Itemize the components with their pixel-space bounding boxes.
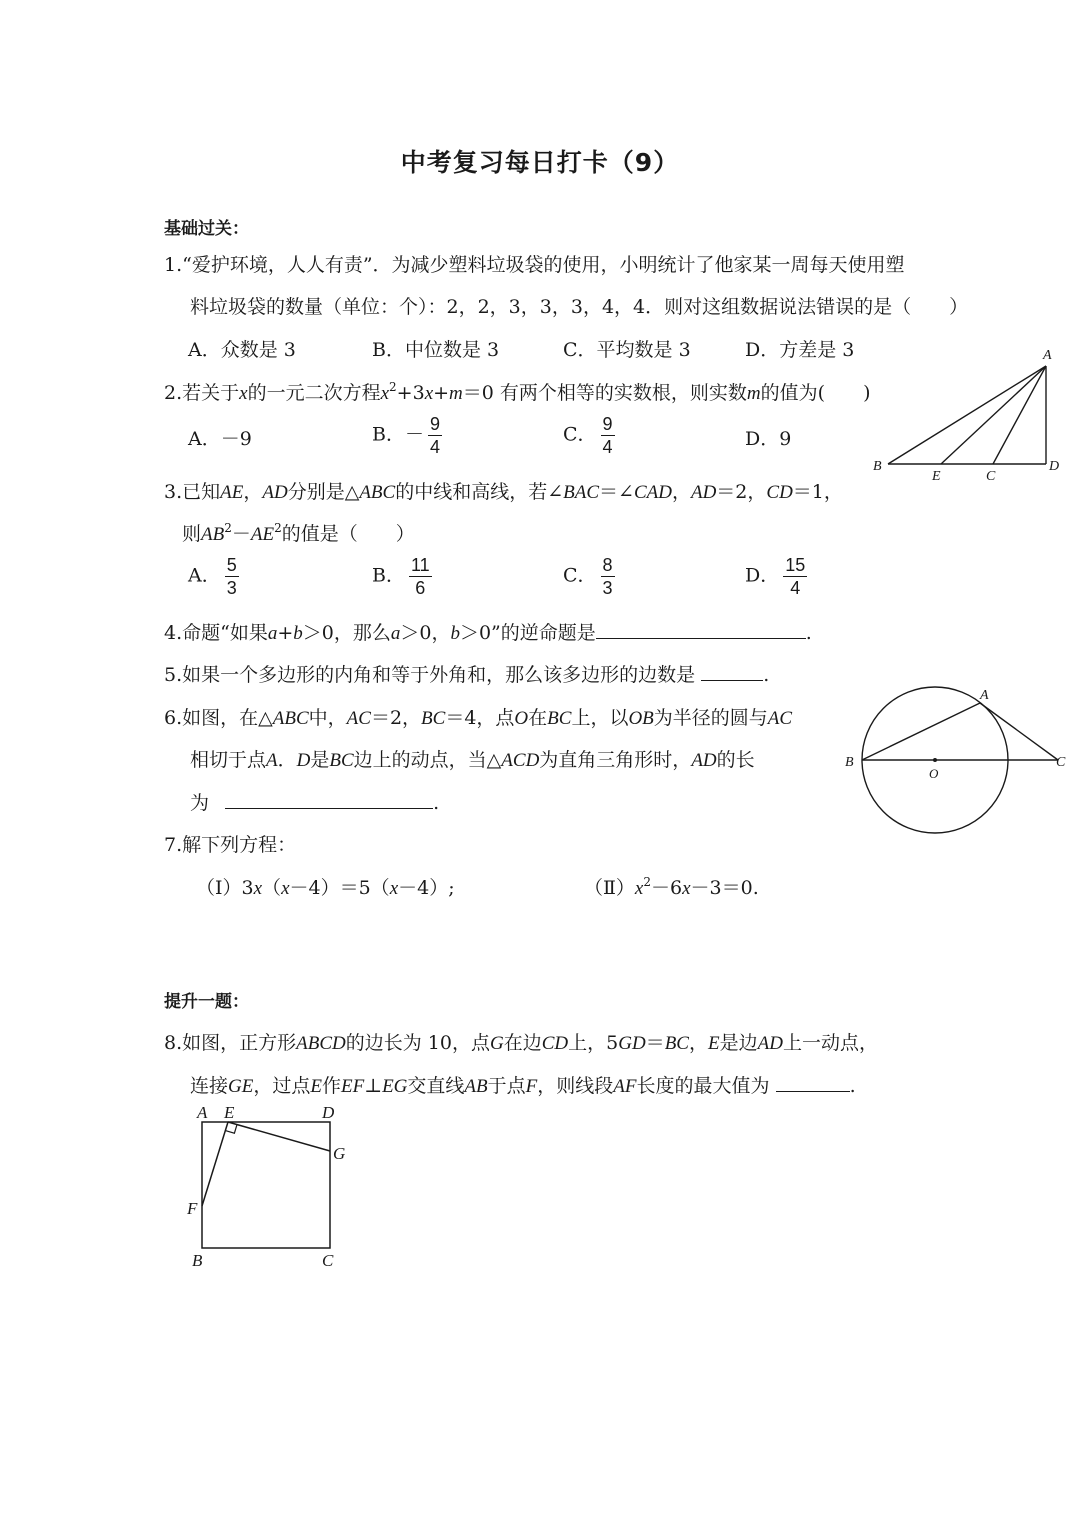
q6-line1: 6.如图，在△ABC中，AC＝2，BC＝4，点O在BC上，以OB为半径的圆与AC: [164, 707, 793, 729]
q7-title: 7.解下列方程：: [164, 834, 297, 856]
label-o: O: [929, 766, 939, 781]
q2-option-c: C． $\frac{9}{4}$: [563, 414, 613, 457]
q2-option-b: B．－ $\frac{9}{4}$: [372, 414, 440, 457]
q8-answer-blank[interactable]: [776, 1077, 850, 1092]
q2-option-a: A．－9: [188, 428, 252, 450]
label-c: C: [322, 1251, 334, 1270]
q5-answer-blank[interactable]: [701, 666, 763, 681]
label-e: E: [932, 469, 941, 484]
q3-option-d: D． $\frac{15}{4}$: [745, 555, 806, 598]
label-c: C: [986, 469, 996, 484]
q7-equation-1: （Ⅰ）3x（x－4）＝5（x－4）;: [196, 877, 455, 899]
figure-circle-tangent: [840, 685, 1070, 835]
label-c: C: [1056, 755, 1066, 770]
q1-line1: 1.“爱护环境，人人有责”．为减少塑料垃圾袋的使用，小明统计了他家某一周每天使用塑: [164, 254, 905, 276]
label-e: E: [224, 1103, 235, 1122]
q6-answer-blank[interactable]: [225, 794, 433, 809]
q4-answer-blank[interactable]: [596, 624, 806, 639]
q8-line2: 连接GE，过点E作EF⊥EG交直线AB于点F，则线段AF长度的最大值为 .: [190, 1075, 856, 1097]
q2-stem: 2.若关于x的一元二次方程$x^2+3x+m=0$ 有两个相等的实数根，则实数m的值为( ): [164, 380, 871, 404]
figure-square-abcd: [180, 1100, 360, 1275]
q1-option-d: D．方差是 3: [745, 339, 855, 361]
label-f: F: [187, 1199, 198, 1218]
q2-option-d: D．9: [745, 428, 792, 450]
label-g: G: [333, 1144, 346, 1163]
q3-option-b: B． $\frac{11}{6}$: [372, 555, 430, 598]
q3-line1: 3.已知AE，AD分别是△ABC的中线和高线，若∠BAC＝∠CAD，AD＝2，CD＝1，: [164, 481, 843, 503]
label-a: A: [197, 1103, 208, 1122]
section-basic-heading: 基础过关：: [164, 219, 249, 239]
q1-option-c: C．平均数是 3: [563, 339, 691, 361]
q6-line3: 为 .: [190, 792, 440, 814]
label-b: B: [192, 1251, 203, 1270]
section-advanced-heading: 提升一题：: [164, 992, 249, 1012]
q3-option-c: C． $\frac{8}{3}$: [563, 555, 613, 598]
fraction: $\frac{8}{3}$: [602, 555, 613, 598]
label-b: B: [873, 459, 882, 474]
fraction: $\frac{9}{4}$: [602, 414, 613, 457]
label-b: B: [845, 755, 854, 770]
label-a: A: [1043, 348, 1052, 363]
label-d: D: [1049, 459, 1060, 474]
label-d: D: [322, 1103, 335, 1122]
q3-line2: 则$AB^2-AE^2$的值是（ ）: [182, 521, 415, 545]
q3-option-a: A． $\frac{5}{3}$: [188, 555, 237, 598]
q7-equation-2: $(Ⅱ)x^2-6x-3=0$.: [584, 875, 759, 899]
q1-option-b: B．中位数是 3: [372, 339, 500, 361]
q1-line2: 料垃圾袋的数量（单位：个）：2，2，3，3，3，4，4．则对这组数据说法错误的是（ ）: [190, 296, 969, 318]
fraction: $\frac{5}{3}$: [226, 555, 237, 598]
q8-line1: 8.如图，正方形ABCD的边长为 10，点G在边CD上，5GD＝BC，E是边AD上一动点，: [164, 1032, 878, 1054]
fraction: $\frac{11}{6}$: [410, 555, 430, 598]
q6-line2: 相切于点A．D是BC边上的动点，当△ACD为直角三角形时，AD的长: [190, 749, 755, 771]
q4-stem: 4.命题“如果a+b＞0，那么a＞0，b＞0”的逆命题是 .: [164, 622, 812, 644]
q5-stem: 5.如果一个多边形的内角和等于外角和，那么该多边形的边数是 .: [164, 664, 770, 686]
q1-option-a: A．众数是 3: [188, 339, 296, 361]
figure-triangle-abd: [868, 342, 1068, 488]
fraction: $\frac{15}{4}$: [785, 555, 806, 598]
label-a: A: [980, 688, 989, 703]
page-title: 中考复习每日打卡（9）: [400, 148, 680, 177]
fraction: $\frac{9}{4}$: [429, 414, 440, 457]
